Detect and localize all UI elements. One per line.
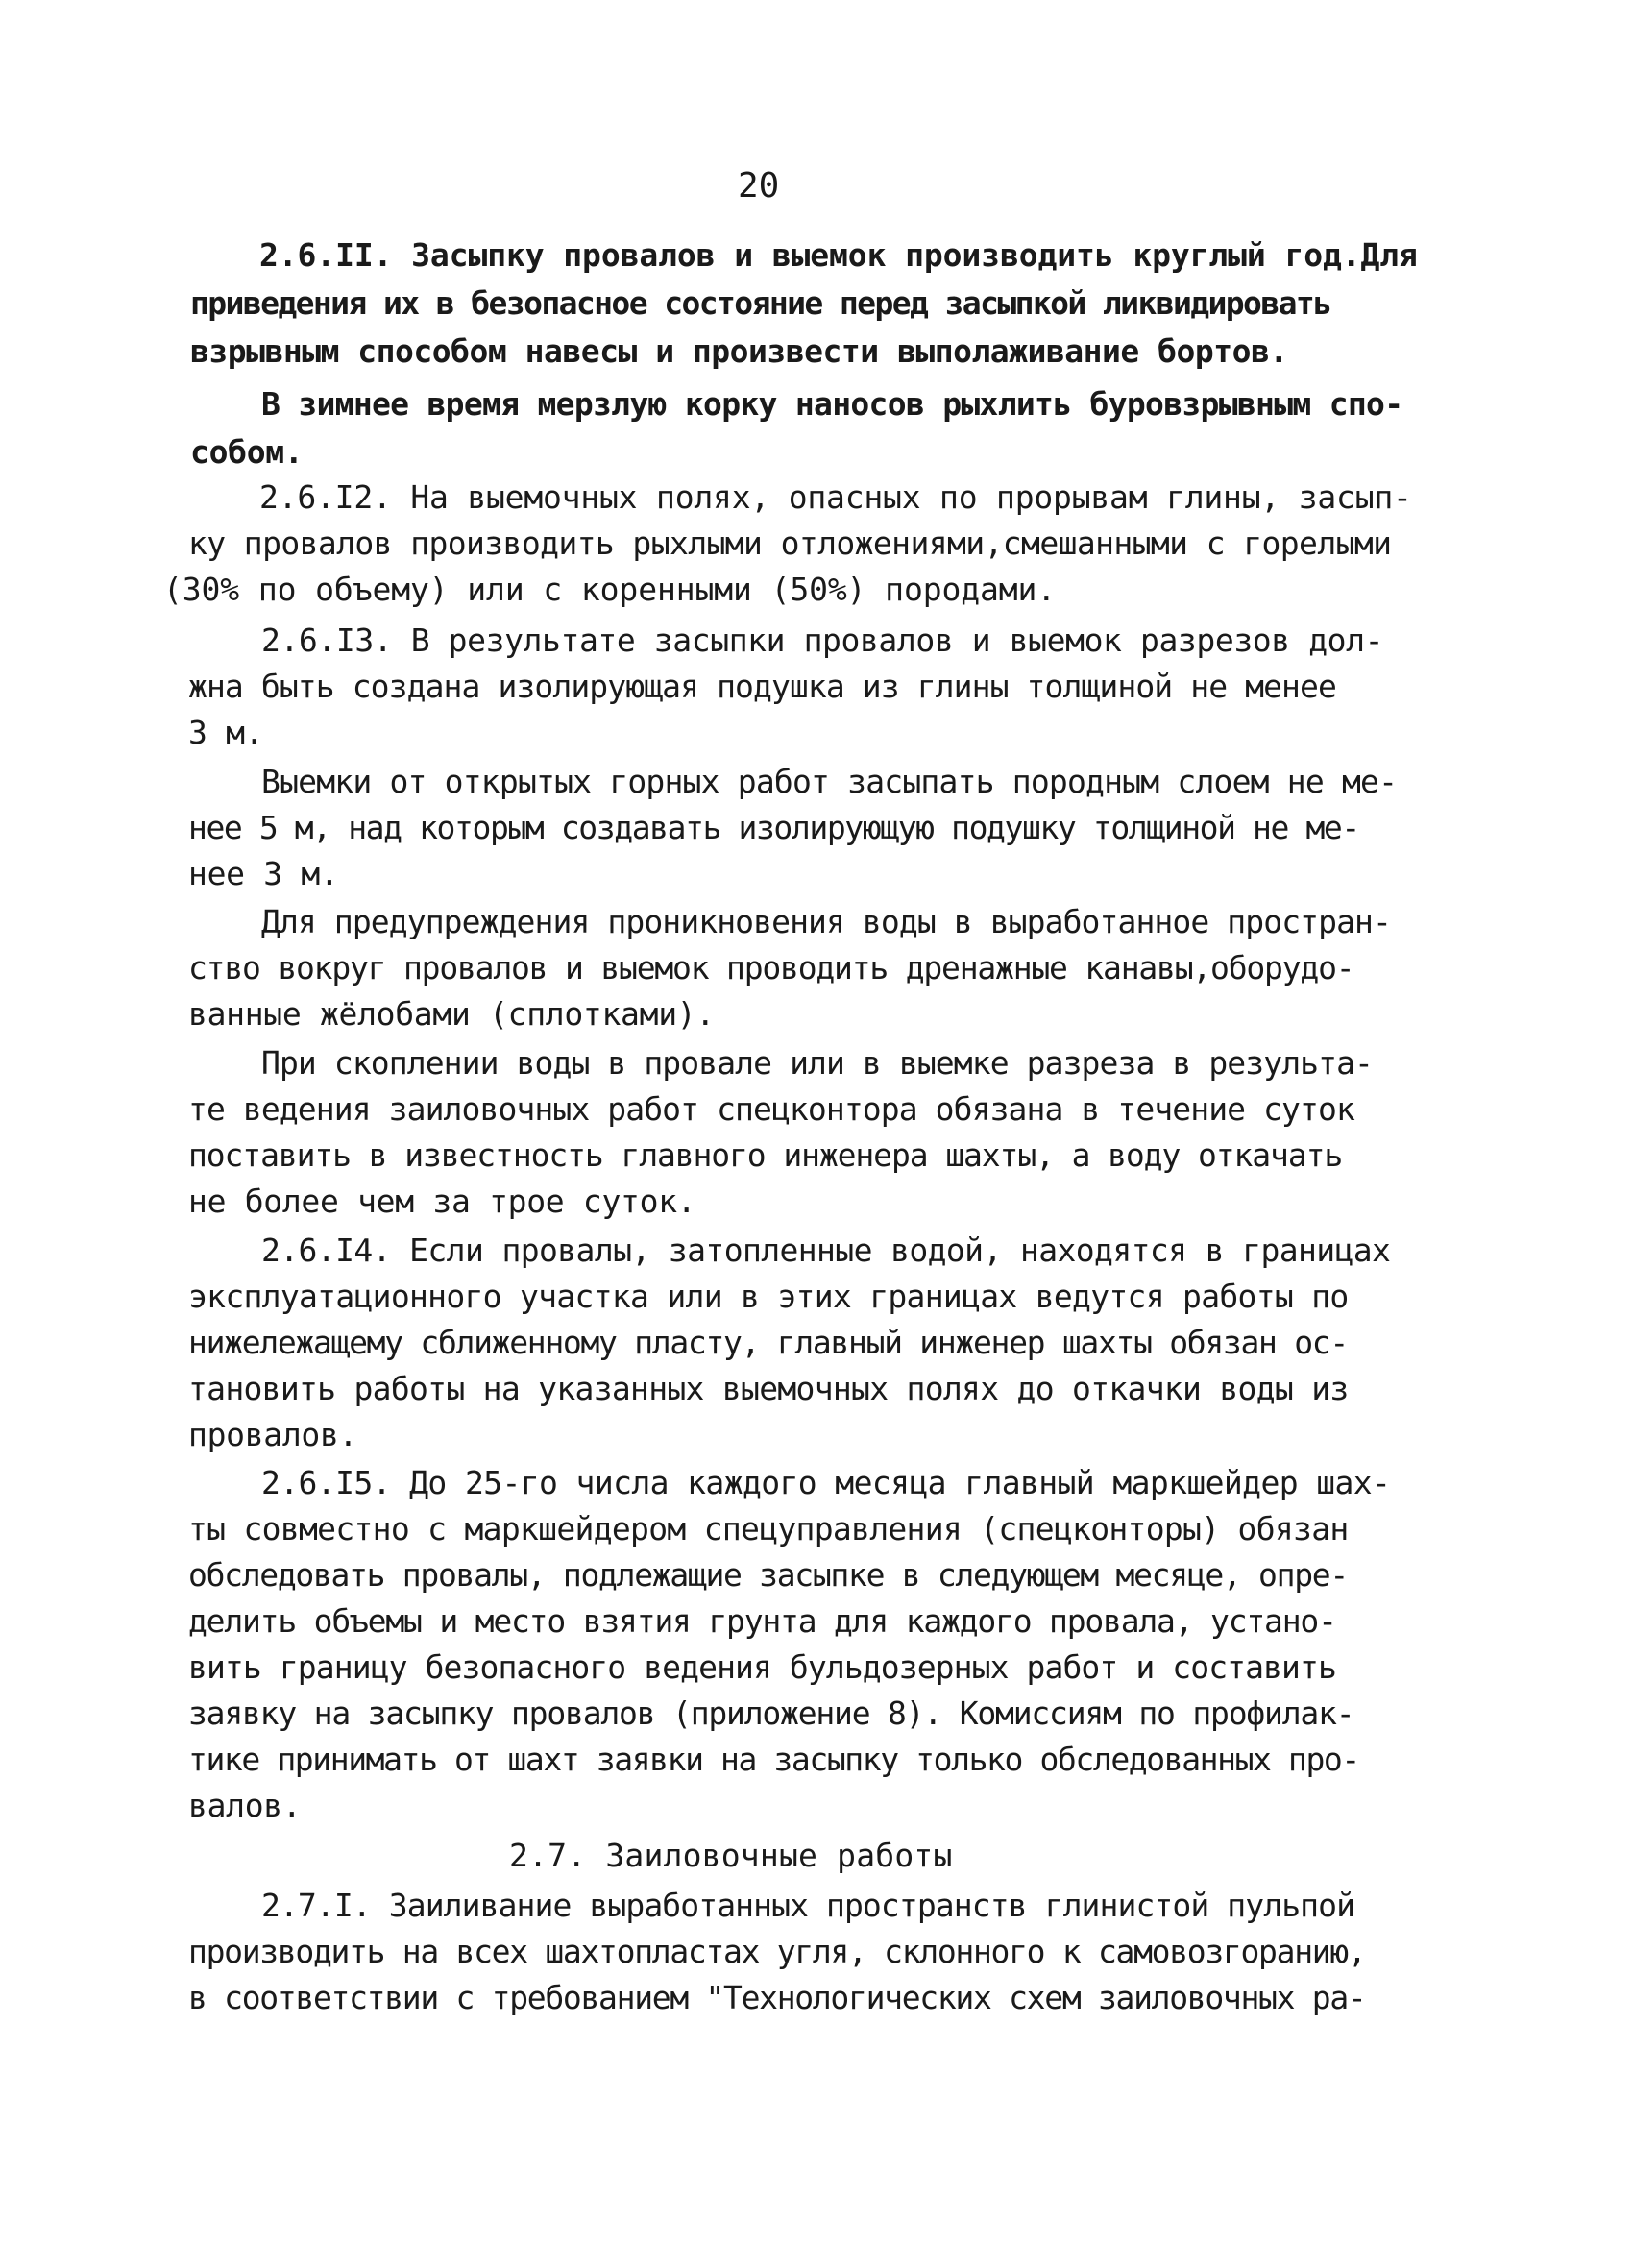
text-line: 2.6.I4. Если провалы, затопленные водой, находятся в границах bbox=[261, 1232, 1391, 1269]
text-line: валов. bbox=[188, 1787, 302, 1824]
section-heading: 2.7. Заиловочные работы bbox=[509, 1837, 953, 1874]
text-line: При скоплении воды в провале или в выемке разреза в результа- bbox=[261, 1044, 1374, 1082]
text-line: приведения их в безопасное состояние перед засыпкой ликвидировать bbox=[190, 284, 1331, 322]
text-line: 2.6.I2. На выемочных полях, опасных по прорывам глины, засып- bbox=[259, 478, 1412, 516]
text-line: нее 3 м. bbox=[188, 855, 339, 892]
text-line: (30% по объему) или с коренными (50%) породами. bbox=[163, 571, 1057, 608]
text-line: поставить в известность главного инженера шахты, а воду откачать bbox=[188, 1136, 1343, 1174]
text-line: делить объемы и место взятия грунта для каждого провала, устано- bbox=[188, 1602, 1336, 1640]
text-line: производить на всех шахтопластах угля, склонного к самовозгоранию, bbox=[188, 1933, 1366, 1970]
text-line: тике принимать от шахт заявки на засыпку только обследованных про- bbox=[188, 1741, 1359, 1778]
text-line: 2.6.I5. До 25-го числа каждого месяца главный маркшейдер шах- bbox=[261, 1464, 1391, 1501]
page-number: 20 bbox=[738, 166, 780, 206]
text-line: в соответствии с требованием "Технологических схем заиловочных ра- bbox=[188, 1979, 1366, 2016]
text-line: ство вокруг провалов и выемок проводить дренажные канавы,оборудо- bbox=[188, 949, 1354, 987]
text-line: жна быть создана изолирующая подушка из глины толщиной не менее bbox=[188, 668, 1336, 705]
text-line: 2.6.II. Засыпку провалов и выемок производить круглый год.Для bbox=[259, 236, 1418, 274]
text-line: взрывным способом навесы и произвести выполаживание бортов. bbox=[190, 332, 1288, 370]
text-line: нижележащему сближенному пласту, главный инженер шахты обязан ос- bbox=[188, 1324, 1348, 1361]
text-line: обследовать провалы, подлежащие засыпке в следующем месяце, опре- bbox=[188, 1556, 1348, 1594]
text-line: Выемки от открытых горных работ засыпать породным слоем не ме- bbox=[261, 763, 1398, 800]
text-line: 3 м. bbox=[188, 714, 264, 751]
text-line: нее 5 м, над которым создавать изолирующую подушку толщиной не ме- bbox=[188, 809, 1359, 846]
text-line: 2.7.I. Заиливание выработанных пространств глинистой пульпой bbox=[261, 1887, 1355, 1924]
text-line: провалов. bbox=[188, 1416, 358, 1453]
text-line: Для предупреждения проникновения воды в выработанное простран- bbox=[261, 903, 1391, 940]
text-line: эксплуатационного участка или в этих границах ведутся работы по bbox=[188, 1278, 1349, 1315]
text-line: ты совместно с маркшейдером спецуправления (спецконторы) обязан bbox=[188, 1510, 1349, 1548]
text-line: 2.6.I3. В результате засыпки провалов и выемок разрезов дол- bbox=[261, 622, 1384, 659]
text-line: заявку на засыпку провалов (приложение 8). Комиссиям по профилак- bbox=[188, 1695, 1354, 1732]
text-line: ку провалов производить рыхлыми отложениями,смешанными с горелыми bbox=[188, 524, 1392, 562]
text-line: тановить работы на указанных выемочных полях до откачки воды из bbox=[188, 1370, 1349, 1407]
text-line: В зимнее время мерзлую корку наносов рыхлить буровзрывным спо- bbox=[261, 385, 1403, 423]
text-line: ванные жёлобами (сплотками). bbox=[188, 995, 715, 1033]
text-line: собом. bbox=[190, 433, 304, 471]
text-line: вить границу безопасного ведения бульдозерных работ и составить bbox=[188, 1648, 1336, 1686]
text-line: те ведения заиловочных работ спецконтора обязана в течение суток bbox=[188, 1090, 1354, 1128]
text-line: не более чем за трое суток. bbox=[188, 1183, 696, 1220]
